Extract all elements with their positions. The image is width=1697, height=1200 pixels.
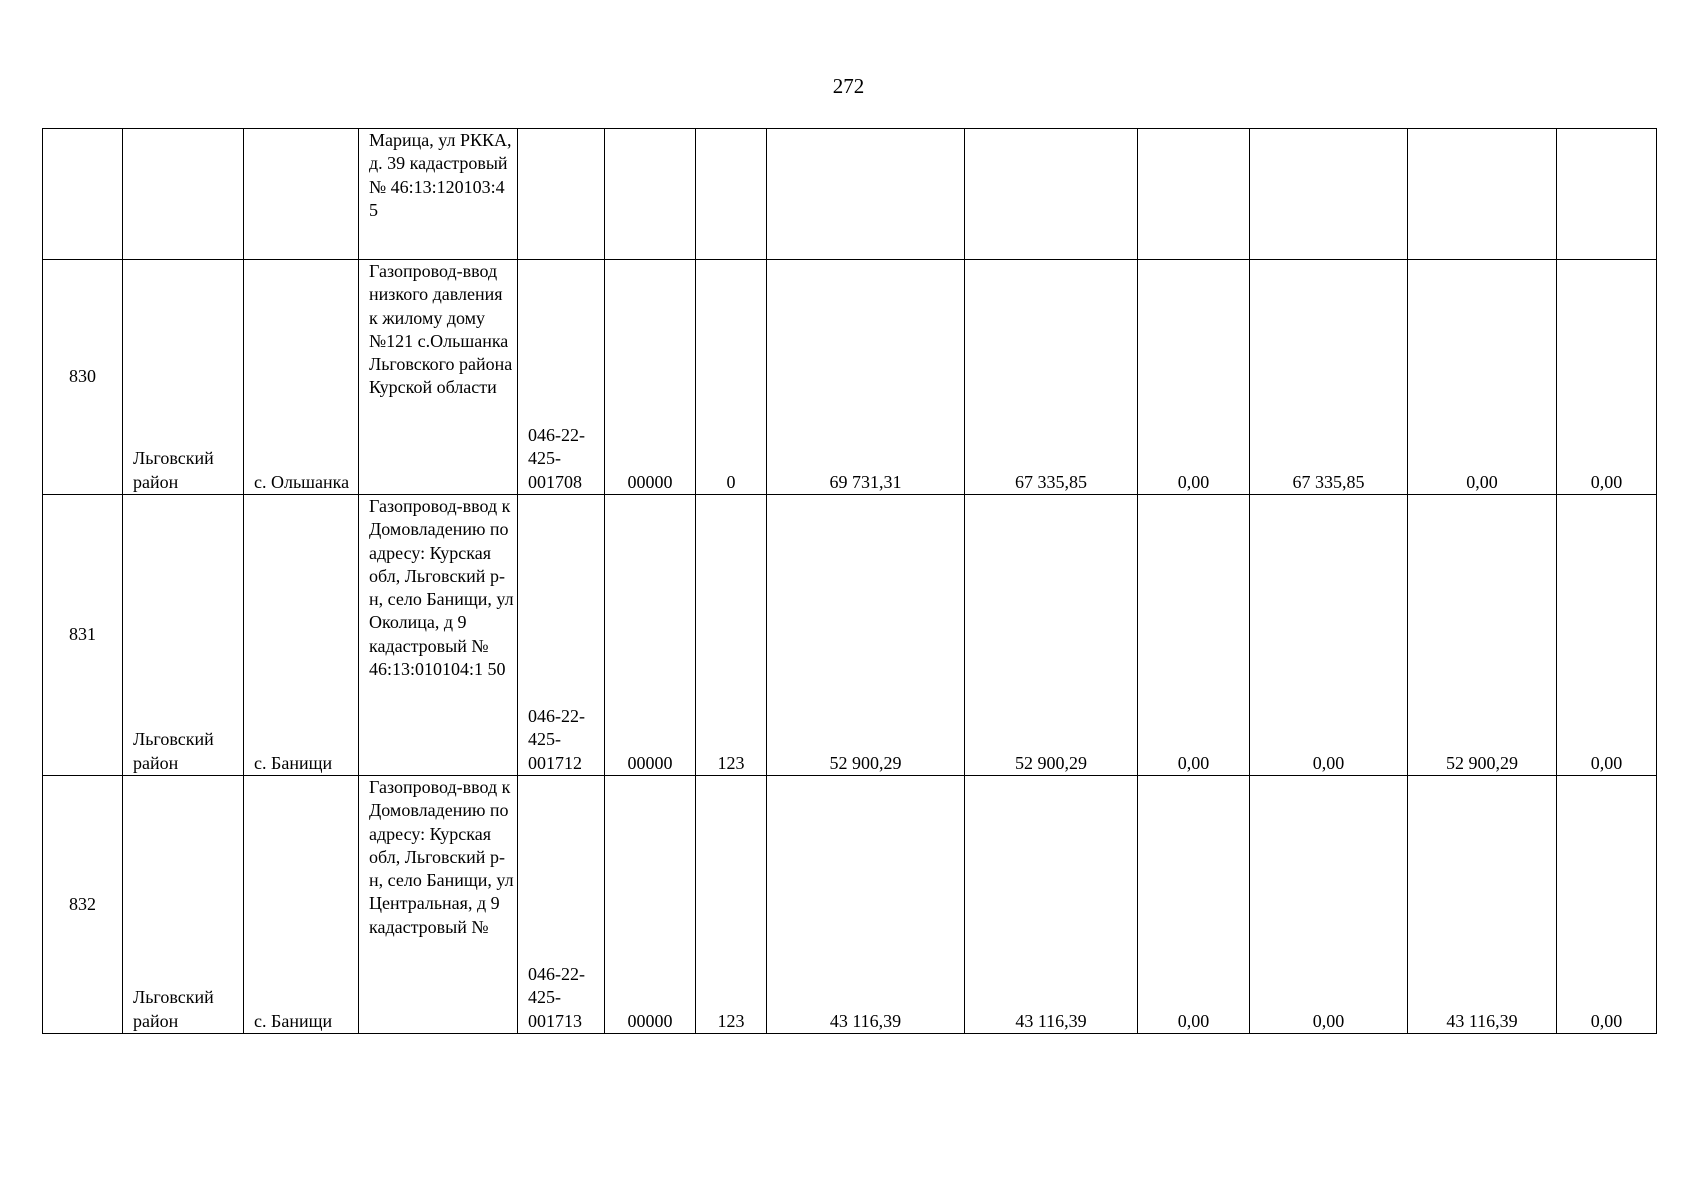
value-cell: 0,00 — [1408, 260, 1557, 495]
value-cell — [1557, 129, 1657, 260]
value-cell: 52 900,29 — [767, 495, 965, 776]
code-cell: 00000 — [605, 260, 696, 495]
row-number-cell — [43, 129, 123, 260]
row-number-cell: 831 — [43, 495, 123, 776]
page-number: 272 — [832, 74, 865, 98]
value-cell — [767, 129, 965, 260]
inventory-code-cell: 046-22-425-001713 — [518, 776, 605, 1034]
object-description-cell: Газопровод-ввод к Домовладению по адресу: Курская обл, Льговский р-н, село Банищи, ул Центральная, д 9 кадастровый № — [359, 776, 518, 1034]
value-cell: 0,00 — [1138, 495, 1250, 776]
value-cell: 67 335,85 — [1250, 260, 1408, 495]
value-cell: 0,00 — [1557, 776, 1657, 1034]
object-description-cell: Марица, ул РККА, д. 39 кадастровый № 46:13:120103:4 5 — [359, 129, 518, 260]
value-cell: 52 900,29 — [1408, 495, 1557, 776]
settlement-cell: с. Банищи — [244, 776, 359, 1034]
table-row — [43, 776, 1657, 1034]
code-cell — [605, 129, 696, 260]
inventory-code-cell: 046-22-425-001708 — [518, 260, 605, 495]
value-cell — [965, 129, 1138, 260]
value-cell: 43 116,39 — [965, 776, 1138, 1034]
code-cell: 00000 — [605, 776, 696, 1034]
table-row — [43, 260, 1657, 495]
district-cell: Льговский район — [123, 260, 244, 495]
value-cell: 52 900,29 — [965, 495, 1138, 776]
code-cell: 00000 — [605, 495, 696, 776]
table-row — [43, 495, 1657, 776]
value-cell: 43 116,39 — [1408, 776, 1557, 1034]
registry-table — [42, 128, 1657, 1034]
row-number-cell: 832 — [43, 776, 123, 1034]
quantity-cell: 123 — [696, 776, 767, 1034]
value-cell: 67 335,85 — [965, 260, 1138, 495]
value-cell: 0,00 — [1250, 776, 1408, 1034]
value-cell — [1250, 129, 1408, 260]
value-cell: 0,00 — [1250, 495, 1408, 776]
value-cell: 43 116,39 — [767, 776, 965, 1034]
value-cell — [1138, 129, 1250, 260]
object-description-cell: Газопровод-ввод низкого давления к жилому дому №121 с.Ольшанка Льговского района Курской области — [359, 260, 518, 495]
inventory-code-cell — [518, 129, 605, 260]
settlement-cell — [244, 129, 359, 260]
row-number-cell: 830 — [43, 260, 123, 495]
settlement-cell: с. Ольшанка — [244, 260, 359, 495]
settlement-cell: с. Банищи — [244, 495, 359, 776]
value-cell: 0,00 — [1557, 495, 1657, 776]
value-cell: 0,00 — [1138, 776, 1250, 1034]
value-cell: 0,00 — [1557, 260, 1657, 495]
quantity-cell: 123 — [696, 495, 767, 776]
value-cell — [1408, 129, 1557, 260]
object-description-cell: Газопровод-ввод к Домовладению по адресу: Курская обл, Льговский р-н, село Банищи, ул Околица, д 9 кадастровый № 46:13:010104:1 50 — [359, 495, 518, 776]
inventory-code-cell: 046-22-425-001712 — [518, 495, 605, 776]
value-cell: 0,00 — [1138, 260, 1250, 495]
registry-body — [43, 129, 1657, 1034]
quantity-cell — [696, 129, 767, 260]
value-cell: 69 731,31 — [767, 260, 965, 495]
quantity-cell: 0 — [696, 260, 767, 495]
district-cell: Льговский район — [123, 776, 244, 1034]
district-cell — [123, 129, 244, 260]
district-cell: Льговский район — [123, 495, 244, 776]
table-row — [43, 129, 1657, 260]
